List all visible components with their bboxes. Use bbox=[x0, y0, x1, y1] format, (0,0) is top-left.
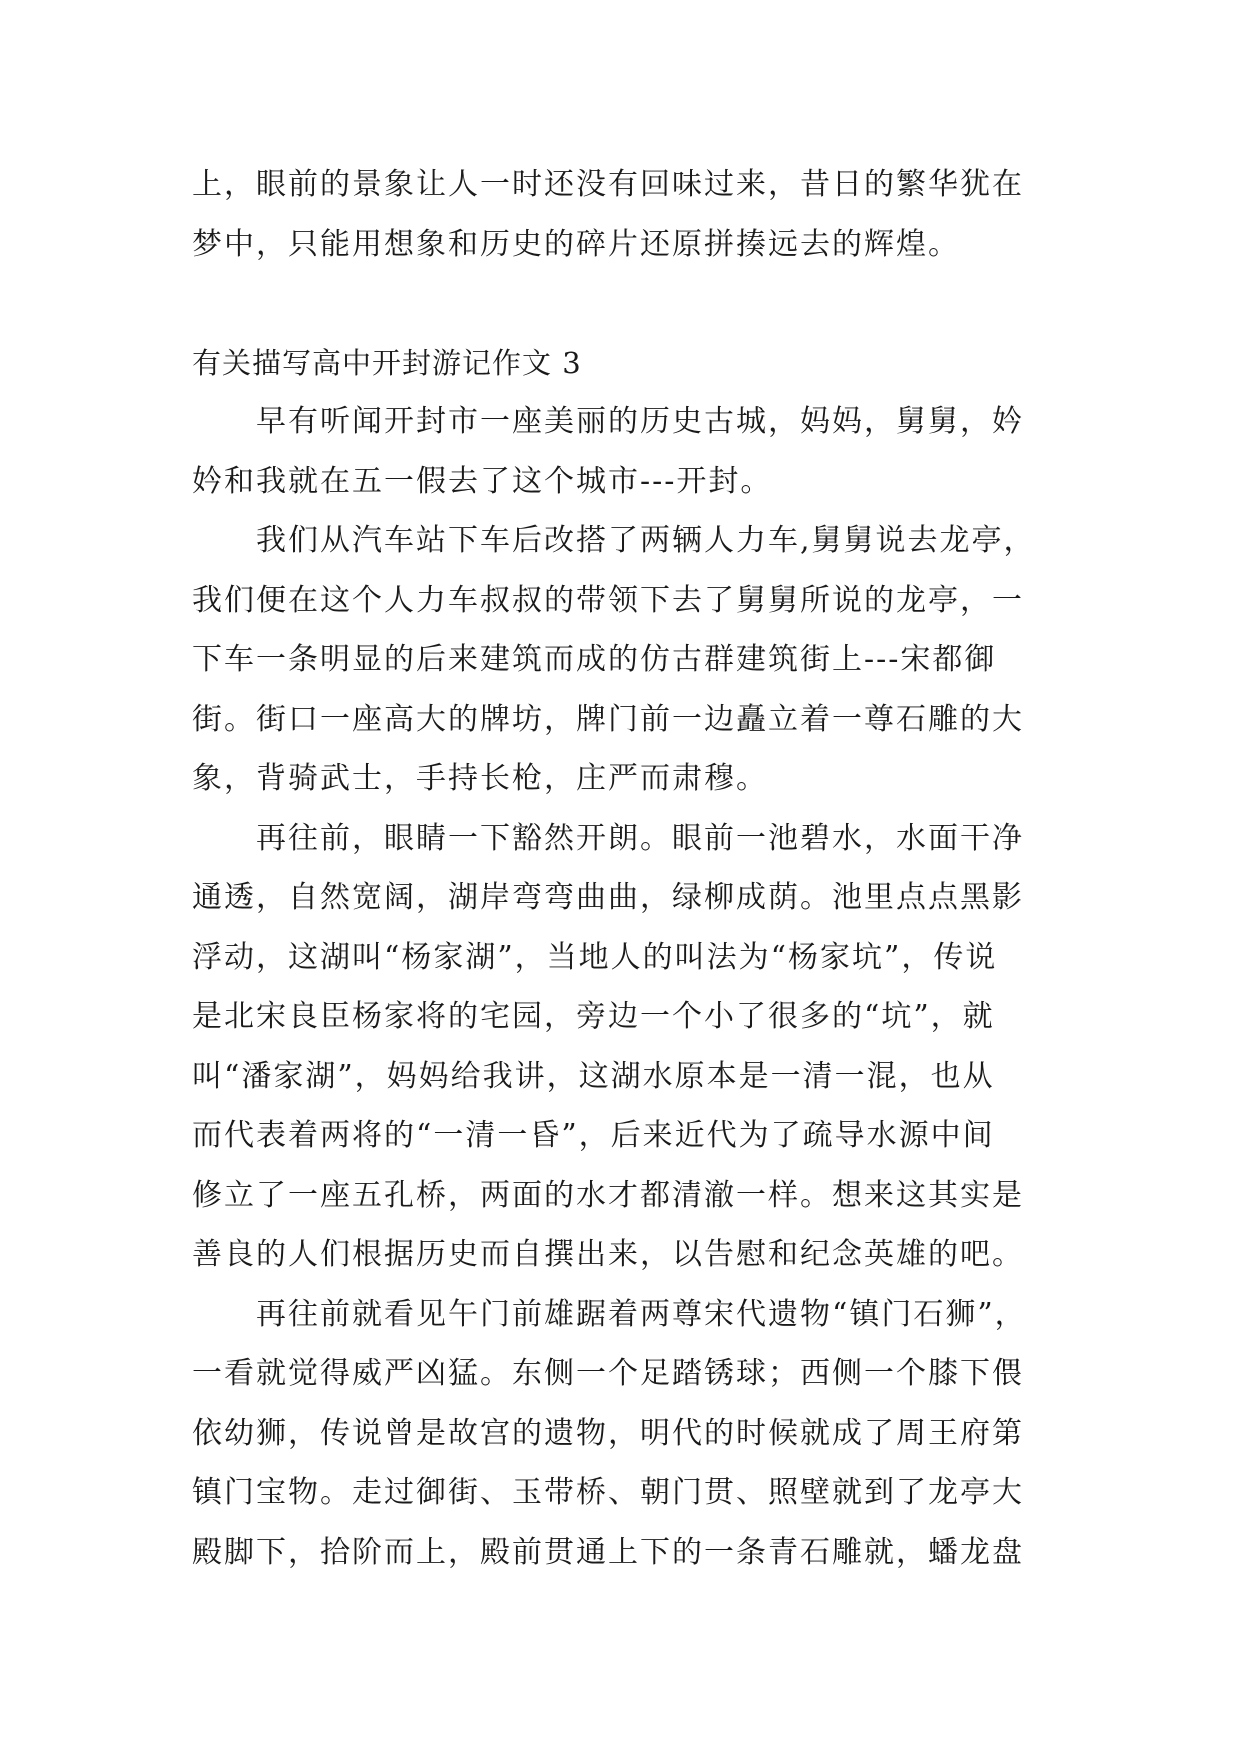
paragraph-first-line: 我们从汽车站下车后改搭了两辆人力车,舅舅说去龙亭， bbox=[256, 523, 1036, 558]
text-line: 通透，自然宽阔，湖岸弯弯曲曲，绿柳成荫。池里点点黑影 bbox=[192, 880, 1024, 915]
text-line: 上，眼前的景象让人一时还没有回味过来，昔日的繁华犹在 bbox=[192, 167, 1024, 202]
paragraph-first-line: 早有听闻开封市一座美丽的历史古城，妈妈，舅舅，妗 bbox=[256, 404, 1024, 439]
text-line: 下车一条明显的后来建筑而成的仿古群建筑街上---宋都御 bbox=[192, 642, 997, 677]
text-line: 一看就觉得威严凶猛。东侧一个足踏锈球；西侧一个膝下偎 bbox=[192, 1356, 1024, 1391]
text-line: 是北宋良臣杨家将的宅园，旁边一个小了很多的“坑”，就 bbox=[192, 999, 995, 1034]
essay-body bbox=[192, 392, 1052, 1582]
text-line: 妗和我就在五一假去了这个城市---开封。 bbox=[192, 463, 773, 499]
text-line: 我们便在这个人力车叔叔的带领下去了舅舅所说的龙亭，一 bbox=[192, 582, 1024, 618]
text-line: 梦中，只能用想象和历史的碎片还原拼揍远去的辉煌。 bbox=[192, 226, 960, 262]
paragraph-first-line: 再往前就看见午门前雄踞着两尊宋代遗物“镇门石狮”， bbox=[256, 1296, 1027, 1332]
text-line: 浮动，这湖叫“杨家湖”，当地人的叫法为“杨家坑”，传说 bbox=[192, 939, 998, 975]
text-line: 街。街口一座高大的牌坊，牌门前一边矗立着一尊石雕的大 bbox=[192, 701, 1024, 737]
text-line: 叫“潘家湖”，妈妈给我讲，这湖水原本是一清一混，也从 bbox=[192, 1058, 995, 1094]
text-line: 镇门宝物。走过御街、玉带桥、朝门贯、照壁就到了龙亭大 bbox=[192, 1475, 1024, 1510]
text-line: 象，背骑武士，手持长枪，庄严而肃穆。 bbox=[192, 761, 768, 796]
continuation-paragraph bbox=[192, 155, 1052, 274]
section-heading: 有关描写高中开封游记作文 3 bbox=[192, 346, 582, 380]
text-line: 依幼狮，传说曾是故宫的遗物，明代的时候就成了周王府第 bbox=[192, 1415, 1024, 1451]
text-line: 修立了一座五孔桥，两面的水才都清澈一样。想来这其实是 bbox=[192, 1177, 1024, 1213]
text-line: 善良的人们根据历史而自撰出来，以告慰和纪念英雄的吧。 bbox=[192, 1237, 1024, 1272]
text-line: 殿脚下，拾阶而上，殿前贯通上下的一条青石雕就，蟠龙盘 bbox=[192, 1534, 1024, 1570]
paragraph-first-line: 再往前，眼睛一下豁然开朗。眼前一池碧水，水面干净 bbox=[256, 820, 1024, 856]
text-line: 而代表着两将的“一清一昏”，后来近代为了疏导水源中间 bbox=[192, 1118, 995, 1153]
